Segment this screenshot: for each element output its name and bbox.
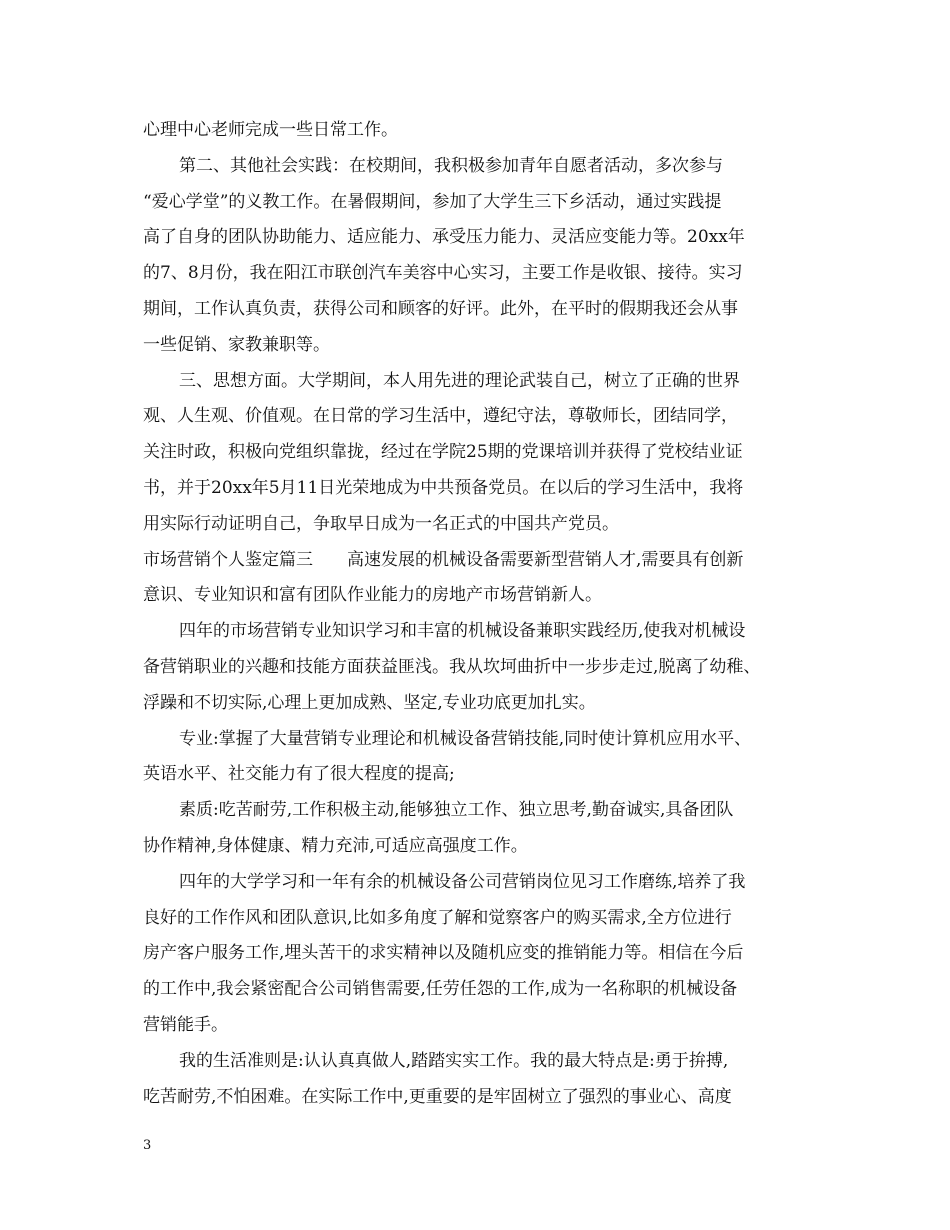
text-line: 我的生活准则是:认认真真做人,踏踏实实工作。我的最大特点是:勇于拚搏, xyxy=(179,1050,729,1071)
text-line: 用实际行动证明自己，争取早日成为一名正式的中国共产党员。 xyxy=(143,513,619,534)
text-line: “爱心学堂”的义教工作。在暑假期间，参加了大学生三下乡活动，通过实践提 xyxy=(143,191,722,212)
text-line: 意识、专业知识和富有团队作业能力的房地产市场营销新人。 xyxy=(143,585,602,606)
text-line: 吃苦耐劳,不怕困难。在实际工作中,更重要的是牢固树立了强烈的事业心、高度 xyxy=(143,1086,732,1107)
text-line: 高了自身的团队协助能力、适应能力、承受压力能力、灵活应变能力等。20xx年 xyxy=(143,227,745,248)
text-line: 四年的市场营销专业知识学习和丰富的机械设备兼职实践经历,使我对机械设 xyxy=(179,621,746,642)
text-line: 的工作中,我会紧密配合公司销售需要,任劳任怨的工作,成为一名称职的机械设备 xyxy=(143,979,738,1000)
text-line: 关注时政，积极向党组织靠拢，经过在学院25期的党课培训并获得了党校结业证 xyxy=(143,442,743,463)
text-line: 三、思想方面。大学期间，本人用先进的理论武装自己，树立了正确的世界 xyxy=(179,370,740,391)
text-line: 市场营销个人鉴定篇三 高速发展的机械设备需要新型营销人才,需要具有创新 xyxy=(143,549,744,570)
text-line: 观、人生观、价值观。在日常的学习生活中，遵纪守法，尊敬师长，团结同学， xyxy=(143,406,738,427)
text-line: 专业:掌握了大量营销专业理论和机械设备营销技能,同时使计算机应用水平、 xyxy=(179,728,752,749)
text-line: 英语水平、社交能力有了很大程度的提高; xyxy=(143,764,455,785)
text-line: 书，并于20xx年5月11日光荣地成为中共预备党员。在以后的学习生活中，我将 xyxy=(143,477,744,498)
text-line: 第二、其他社会实践：在校期间，我积极参加青年自愿者活动，多次参与 xyxy=(179,155,723,176)
text-line: 房产客户服务工作,埋头苦干的求实精神以及随机应变的推销能力等。相信在今后 xyxy=(143,943,744,964)
text-line: 浮躁和不切实际,心理上更加成熟、坚定,专业功底更加扎实。 xyxy=(143,692,596,713)
document-body xyxy=(143,113,811,1115)
text-line: 的7、8月份，我在阳江市联创汽车美容中心实习，主要工作是收银、接待。实习 xyxy=(143,263,743,284)
text-line: 良好的工作作风和团队意识,比如多角度了解和觉察客户的购买需求,全方位进行 xyxy=(143,907,732,928)
text-line: 四年的大学学习和一年有余的机械设备公司营销岗位见习工作磨练,培养了我 xyxy=(179,871,746,892)
text-line: 备营销职业的兴趣和技能方面获益匪浅。我从坎坷曲折中一步步走过,脱离了幼稚、 xyxy=(143,656,761,677)
text-line: 期间，工作认真负责，获得公司和顾客的好评。此外，在平时的假期我还会从事 xyxy=(143,298,738,319)
text-line: 素质:吃苦耐劳,工作积极主动,能够独立工作、独立思考,勤奋诚实,具备团队 xyxy=(179,800,734,821)
text-line: 心理中心老师完成一些日常工作。 xyxy=(143,120,398,140)
text-line: 一些促销、家教兼职等。 xyxy=(143,334,330,355)
text-line: 营销能手。 xyxy=(143,1014,228,1035)
text-line: 协作精神,身体健康、精力充沛,可适应高强度工作。 xyxy=(143,835,528,856)
page-number: 3 xyxy=(143,1138,152,1153)
